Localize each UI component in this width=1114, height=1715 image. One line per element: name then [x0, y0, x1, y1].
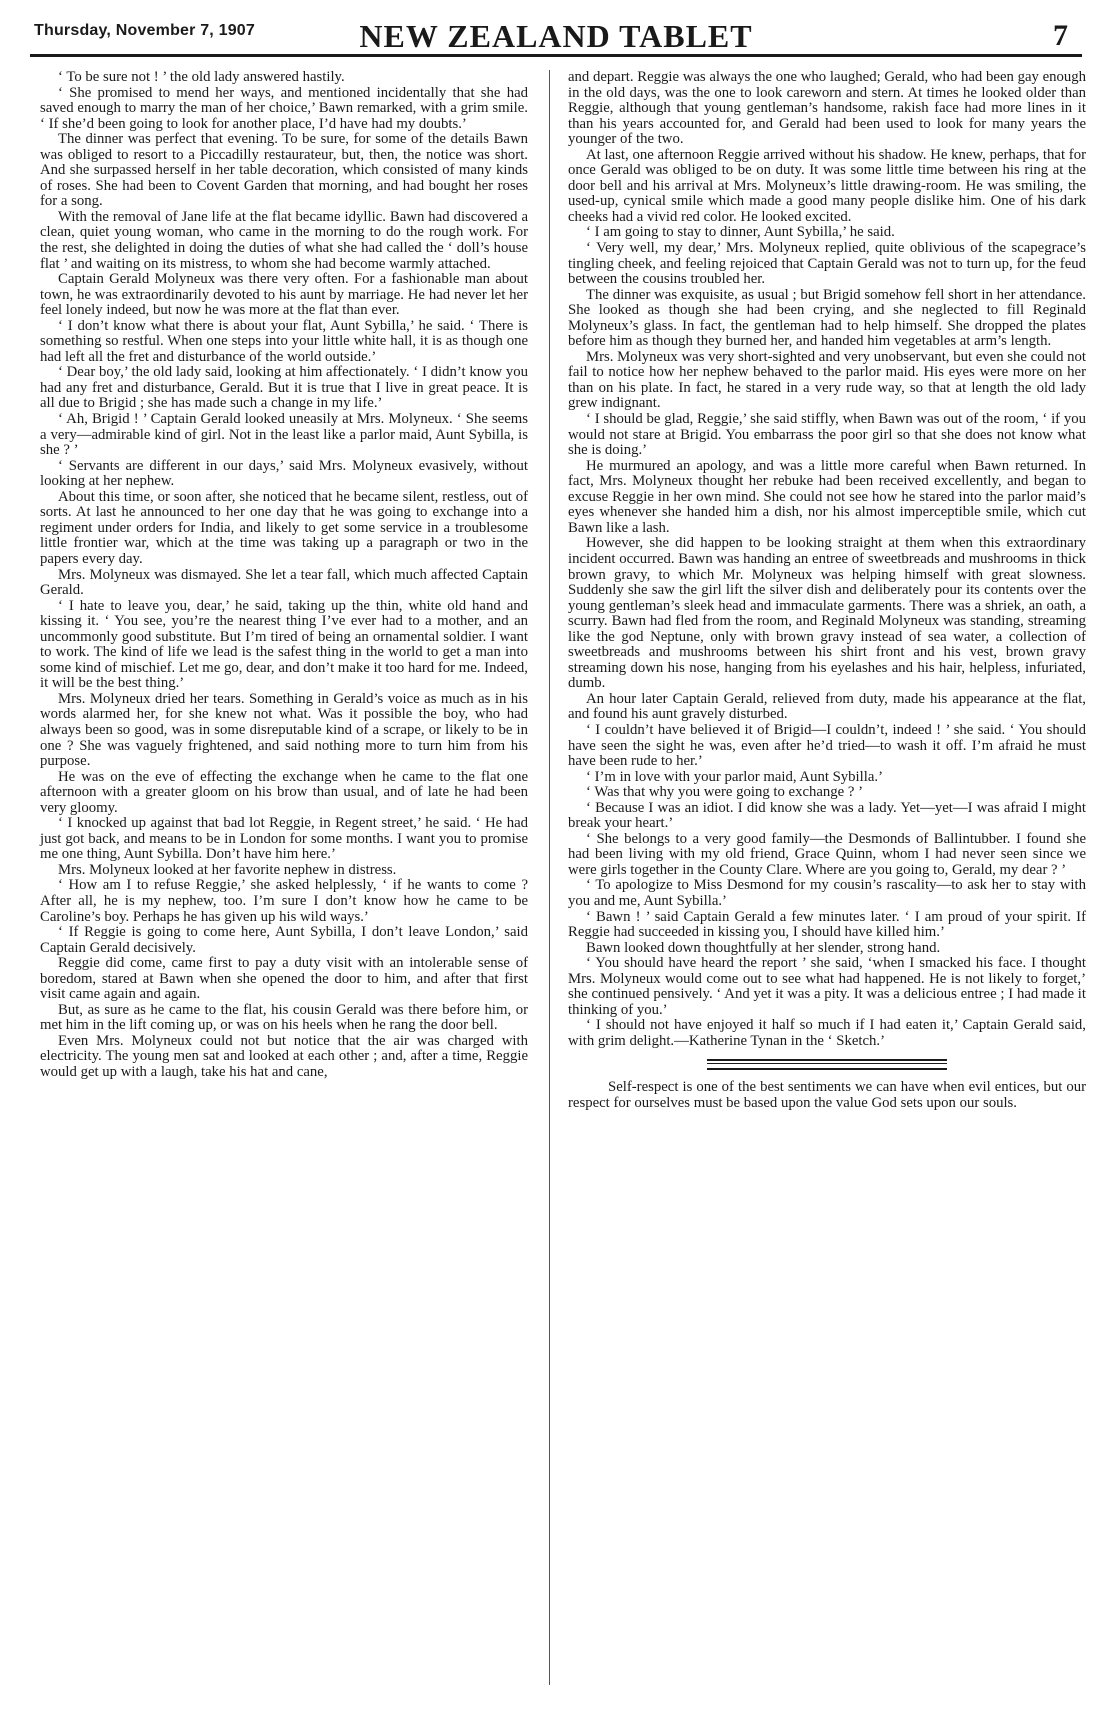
paragraph: and depart. Reggie was always the one who laughed; Gerald, who had been gay enough in the old days, was the one to look careworn and stern. At times he looked older than Reggie, although that young gentleman’s handsome, rakish face had more lines in it than his years accounted for, and Gerald had been used to look for many years the younger of the two.: [568, 69, 1086, 148]
paragraph: Captain Gerald Molyneux was there very often. For a fashionable man about town, he was extraordinarily devoted to his aunt by marriage. He had never let her feel lonely indeed, but now he was more at the flat than ever.: [40, 271, 528, 319]
paragraph: He was on the eve of effecting the exchange when he came to the flat one afternoon with a greater gloom on his brow than usual, and of late he had been very gloomy.: [40, 768, 528, 816]
paragraph: ‘ I’m in love with your parlor maid, Aunt Sybilla.’: [586, 768, 884, 785]
paragraph: ‘ How am I to refuse Reggie,’ she asked helplessly, ‘ if he wants to come ? After all, he is my nephew, too. I’m sure I don’t know how he came to be Caroline’s boy. Perhaps he has given up his wild ways.’: [40, 877, 528, 925]
paragraph: The dinner was perfect that evening. To be sure, for some of the details Bawn was obliged to resort to a Piccadilly restaurateur, but, then, the notice was short. And she surpassed herself in her table decoration, which consisted of many kinds of roses. She had been to Covent Garden that morning, and had bought her roses for a song.: [40, 131, 528, 210]
issue-date: Thursday, November 7, 1907: [34, 22, 255, 39]
newspaper-title: NEW ZEALAND TABLET: [359, 18, 753, 54]
right-column: [568, 70, 1086, 1112]
paragraph: ‘ She belongs to a very good family—the Desmonds of Ballintubber. I found she had been living with my old friend, Grace Quinn, whom I had never seen since we were girls together in the County Clare. Where are you going to, Gerald, my dear ? ’: [568, 830, 1086, 878]
paragraph: ‘ I knocked up against that bad lot Reggie, in Regent street,’ he said. ‘ He had just got back, and means to be in London for some months. I want you to promise me one thing, Aunt Sybilla. Don’t have him here.’: [40, 815, 528, 863]
paragraph: Mrs. Molyneux was very short-sighted and very unobservant, but even she could not fail to notice how her nephew behaved to the parlor maid. His eyes were more on her than on his plate. In fact, he stared in a very rude way, so that at length the old lady grew indignant.: [568, 348, 1086, 412]
paragraph: ‘ Bawn ! ’ said Captain Gerald a few minutes later. ‘ I am proud of your spirit. If Reggie had succeeded in kissing you, I should have killed him.’: [568, 908, 1086, 941]
paragraph: Even Mrs. Molyneux could not but notice that the air was charged with electricity. The young men sat and looked at each other ; and, after a time, Reggie would get up with a laugh, take his hat and cane,: [40, 1032, 528, 1080]
paragraph: An hour later Captain Gerald, relieved from duty, made his appearance at the flat, and found his aunt gravely disturbed.: [568, 690, 1086, 723]
paragraph: However, she did happen to be looking straight at them when this extraordinary incident occurred. Bawn was handing an entree of sweetbreads and mushrooms in thick brown gravy, to which Mr. Molyneux was helping himself with great slowness. Suddenly she saw the girl lift the silver dish and deliberately pour its contents over the young gentleman’s sleek head and immaculate garments. There was a shriek, an oath, a scurry. Bawn had fled from the room, and Reginald Molyneux was standing, streaming like the god Neptune, only with brown gravy instead of sea water, a collection of sweetbreads and mushrooms between his shirt front and his vest, brown gravy streaming down his nose, hanging from his eyelashes and his hair, helpless, infuriated, dumb.: [568, 535, 1086, 692]
column-rule: [549, 70, 550, 1685]
paragraph: Bawn looked down thoughtfully at her slender, strong hand.: [586, 939, 941, 956]
left-column: [40, 70, 528, 1081]
paragraph: ‘ I hate to leave you, dear,’ he said, taking up the thin, white old hand and kissing it. ‘ You see, you’re the nearest thing I’ve ever had to a mother, and an uncommonly good substitute. But I’m tired of being an ornamental soldier. I want to work. The kind of life we lead is the safest thing in the world to get a man into some kind of mischief. Let me go, dear, and don’t make it too hard for me. Indeed, it will be the best thing.’: [40, 597, 528, 692]
paragraph: But, as sure as he came to the flat, his cousin Gerald was there before him, or met him in the lift coming up, or was on his heels when he rang the door bell.: [40, 1001, 528, 1034]
paragraph: Mrs. Molyneux was dismayed. She let a tear fall, which much affected Captain Gerald.: [40, 566, 528, 599]
paragraph: He murmured an apology, and was a little more careful when Bawn returned. In fact, Mrs. Molyneux thought her rebuke had been received excellently, and began to excuse Reggie in her own mind. She could not see how he stared into the parlor maid’s eyes whenever she handed him a dish, nor his almost imperceptible smile, which cut Bawn like a lash.: [568, 457, 1086, 536]
paragraph: ‘ Ah, Brigid ! ’ Captain Gerald looked uneasily at Mrs. Molyneux. ‘ She seems a very—admirable kind of girl. Not in the least like a parlor maid, Aunt Sybilla, is she ? ’: [40, 411, 528, 459]
paragraph: Mrs. Molyneux dried her tears. Something in Gerald’s voice as much as in his words alarmed her, for she knew not what. Was it possible the boy, who had always been so good, was in some disreputable kind of a scrape, or likely to be in one ? She was vaguely frightened, and said nothing more to turn him from his purpose.: [40, 690, 528, 770]
paragraph: ‘ To be sure not ! ’ the old lady answered hastily.: [58, 69, 345, 85]
paragraph: ‘ Dear boy,’ the old lady said, looking at him affectionately. ‘ I didn’t know you had any fret and disturbance, Gerald. But it is true that I live in great peace. It is all due to Brigid ; she has made such a change in my life.’: [40, 364, 528, 412]
filler-paragraph: Self-respect is one of the best sentiments we can have when evil entices, but our respect for ourselves must be based upon the value God sets upon our souls.: [568, 1079, 1086, 1111]
page-number: 7: [1053, 19, 1068, 52]
paragraph: ‘ Very well, my dear,’ Mrs. Molyneux replied, quite oblivious of the scapegrace’s tingling cheek, and feeling rejoiced that Captain Gerald was not to turn up, for the feud between the cousins troubled her.: [568, 240, 1086, 288]
paragraph: ‘ I don’t know what there is about your flat, Aunt Sybilla,’ he said. ‘ There is something so restful. When one steps into your little white hall, it is as though one had left all the fret and disturbance of the world outside.’: [40, 317, 528, 365]
paragraph: About this time, or soon after, she noticed that he became silent, restless, out of sorts. At last he announced to her one day that he was going to exchange into a regiment under orders for India, and likely to get some service in a troublesome little frontier war, which at the time was taking up a paragraph or two in the papers every day.: [40, 488, 528, 567]
paragraph: ‘ I should be glad, Reggie,’ she said stiffly, when Bawn was out of the room, ‘ if you would not stare at Brigid. You embarrass the poor girl so that she does not know what she is doing.’: [568, 411, 1086, 459]
paragraph: At last, one afternoon Reggie arrived without his shadow. He knew, perhaps, that for once Gerald was obliged to be on duty. It was some little time between his ring at the door bell and his arrival at Mrs. Molyneux’s little drawing-room. He was smiling, the used-up, cynical smile which made a good many people dislike him. One of his dark cheeks had a vivid red color. He looked excited.: [568, 146, 1086, 225]
paragraph: With the removal of Jane life at the flat became idyllic. Bawn had discovered a clean, quiet young woman, who came in the morning to do the rough work. For the rest, she delighted in doing the duties of what she had called the ‘ doll’s house flat ’ and waiting on its mistress, to whom she had become warmly attached.: [40, 208, 528, 272]
paragraph: Mrs. Molyneux looked at her favorite nephew in distress.: [58, 861, 397, 878]
masthead: [30, 18, 1082, 57]
paragraph: ‘ I couldn’t have believed it of Brigid—I couldn’t, indeed ! ’ she said. ‘ You should have seen the sight he was, even after he’d tried—to wash it off. I’m afraid he must have been rude to her.’: [568, 721, 1086, 770]
paragraph: ‘ To apologize to Miss Desmond for my cousin’s rascality—to ask her to stay with you and me, Aunt Sybilla.’: [568, 877, 1086, 909]
paragraph: ‘ You should have heard the report ’ she said, ‘when I smacked his face. I thought Mrs. Molyneux would come out to see what had happened. He is not likely to forget,’ she continued pensively. ‘ And yet it was a pity. It was a delicious entree ; I had made it thinking of you.’: [568, 955, 1086, 1018]
paragraph: ‘ I should not have enjoyed it half so much if I had eaten it,’ Captain Gerald said, with grim delight.—Katherine Tynan in the ‘ Sketch.’: [568, 1017, 1086, 1049]
paragraph: ‘ If Reggie is going to come here, Aunt Sybilla, I don’t leave London,’ said Captain Gerald decisively.: [40, 924, 528, 956]
paragraph: ‘ Servants are different in our days,’ said Mrs. Molyneux evasively, without looking at her nephew.: [40, 457, 528, 490]
filler-item: [568, 1080, 1086, 1111]
section-divider: [707, 1059, 947, 1070]
paragraph: ‘ Was that why you were going to exchange ? ’: [586, 784, 864, 801]
paragraph: The dinner was exquisite, as usual ; but Brigid somehow fell short in her attendance. She looked as though she had been crying, and she neglected to fill Reginald Molyneux’s glass. In fact, the gentleman had to help himself. She dropped the plates before him as though they burned her, and handed him vegetables at arm’s length.: [568, 286, 1086, 350]
paragraph: ‘ I am going to stay to dinner, Aunt Sybilla,’ he said.: [586, 224, 895, 241]
paragraph: ‘ She promised to mend her ways, and mentioned incidentally that she had saved enough to marry the man of her choice,’ Bawn remarked, with a grim smile. ‘ If she’d been going to look for another place, I’d have had my doubts.’: [40, 84, 528, 132]
paragraph: Reggie did come, came first to pay a duty visit with an intolerable sense of boredom, stared at Bawn when she opened the door to him, and after that first visit came again and again.: [40, 955, 528, 1003]
paragraph: ‘ Because I was an idiot. I did know she was a lady. Yet—yet—I was afraid I might break your heart.’: [568, 799, 1086, 832]
